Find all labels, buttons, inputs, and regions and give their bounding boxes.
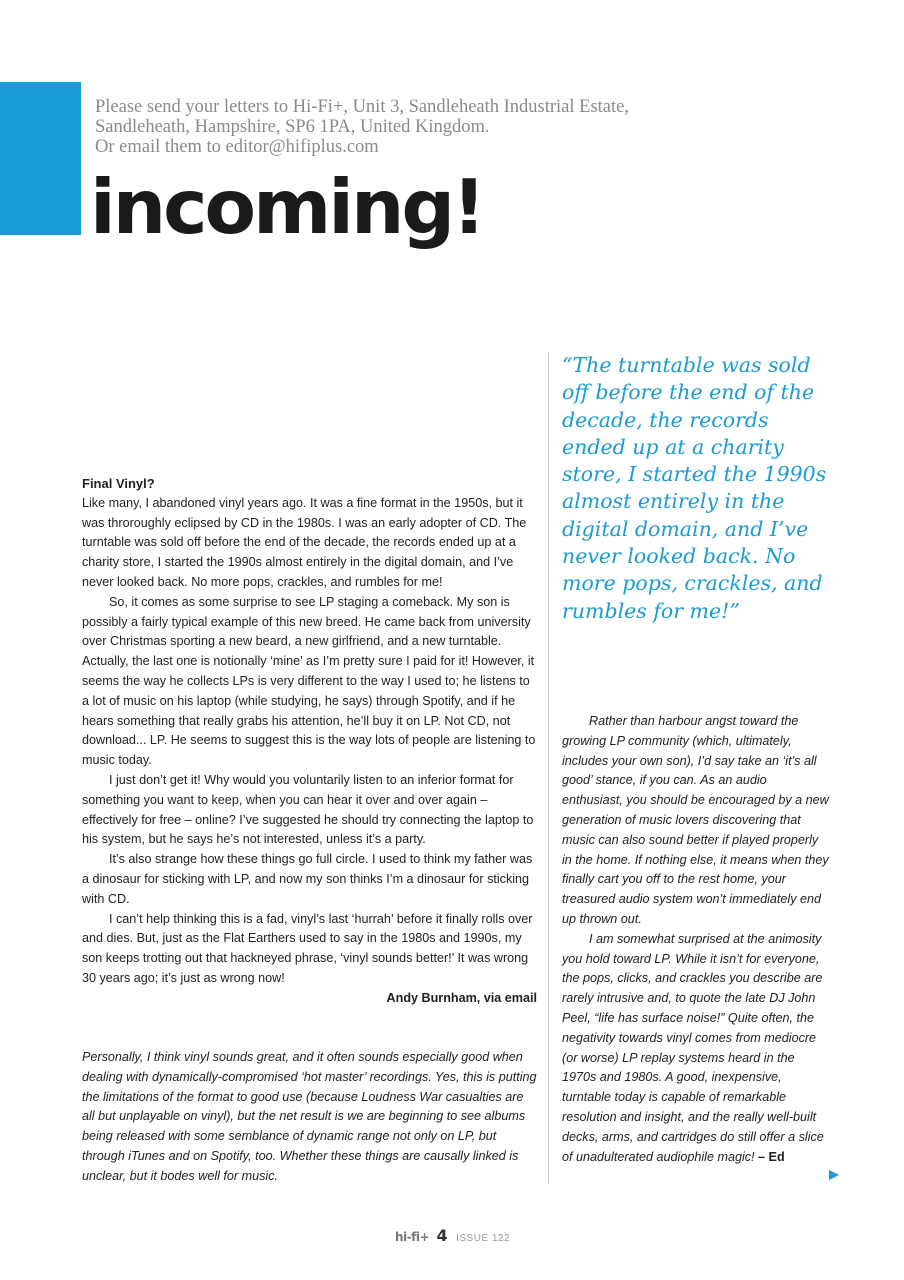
letter-signature: Andy Burnham, via email	[386, 990, 537, 1005]
letter-body	[82, 474, 537, 1009]
issue-label: ISSUE 122	[456, 1233, 511, 1244]
letter-paragraph: It’s also strange how these things go full circle. I used to think my father was a dinosaur for sticking with LP, and now my son thinks I’m a dinosaur for sticking with CD.	[82, 852, 533, 906]
letter-heading: Final Vinyl?	[82, 476, 155, 491]
letter-paragraph: So, it comes as some surprise to see LP staging a comeback. My son is possibly a fairly typical example of this new breed. He came back from university over Christmas sporting a new beard, a new girlfriend, and a new turntable. Actually, the last one is notionally ‘mine’ as I’m pretty sure I paid for it! However, it seems the way he collects LPs is very different to the way I used to; he listens to a lot of music on his laptop (while studying, he says) through Spotify, and if he hears something that really grabs his attention, he’ll buy it on LP. Not CD, not download... LP. He seems to suggest this is the way lots of people are listening to music today.	[82, 594, 536, 768]
continue-arrow-icon	[829, 1170, 839, 1180]
editor-reply-continued	[562, 712, 830, 1167]
letter-paragraph: I just don’t get it! Why would you voluntarily listen to an inferior format for something you want to keep, when you can hear it over and over again – effectively for free – online? I’ve suggested he should try connecting the laptop to his system, but he says he’s not interested, unless it’s a party.	[82, 772, 534, 847]
page-title: incoming!	[90, 163, 484, 251]
address-line: Please send your letters to Hi-Fi+, Unit 3, Sandleheath Industrial Estate,	[95, 97, 629, 117]
editor-signoff: – Ed	[758, 1149, 785, 1164]
address-line: Sandleheath, Hampshire, SP6 1PA, United Kingdom.	[95, 117, 490, 137]
column-divider	[548, 352, 549, 1184]
letters-address	[95, 97, 855, 157]
page-number: 4	[436, 1226, 448, 1245]
letter-paragraph: I can’t help thinking this is a fad, vinyl’s last ‘hurrah’ before it finally rolls over and dies. But, just as the Flat Earthers used to say in the 1980s and 1990s, my son keeps trotting out that hackneyed phrase, ‘vinyl sounds better!’ It was wrong 30 years ago; it’s just as wrong now!	[82, 911, 533, 985]
letter-paragraph: Like many, I abandoned vinyl years ago. It was a fine format in the 1950s, but it was throroughly eclipsed by CD in the 1980s. I was an early adopter of CD. The turntable was sold off before the end of the decade, the records ended up at a charity store, I started the 1990s almost entirely in the digital domain, and I’ve never looked back. No more pops, crackles, and rumbles for me!	[82, 495, 527, 589]
address-line: Or email them to editor@hifiplus.com	[95, 137, 379, 157]
page-footer	[395, 1226, 510, 1246]
editor-reply-intro	[82, 1048, 537, 1187]
reply-paragraph-text: I am somewhat surprised at the animosity you hold toward LP. While it isn’t for everyone, the pops, clicks, and crackles you describe are rarely intrusive and, to quote the late DJ John Peel, “life has surface noise!” Quite often, the negativity towards vinyl comes from mediocre (or worse) LP replay systems heard in the 1970s and 1980s. A good, inexpensive, turntable today is capable of remarkable resolution and insight, and the really well-built decks, arms, and cartridges do still offer a slice of unadulterated audiophile magic!	[562, 931, 824, 1164]
accent-bar	[0, 82, 81, 235]
reply-paragraph	[562, 930, 830, 1168]
magazine-logo: hi-fi+	[395, 1230, 430, 1244]
reply-paragraph: Rather than harbour angst toward the growing LP community (which, ultimately, includes your own son), I’d say take an ‘it’s all good’ stance, if you can. As an audio enthusiast, you should be encouraged by a new generation of music lovers discovering that music can also sound better if played properly in the home. If nothing else, it means when they finally cart you off to the rest home, your treasured audio system won’t immediately end up thrown out.	[562, 714, 829, 926]
reply-paragraph: Personally, I think vinyl sounds great, and it often sounds especially good when dealing with dynamically-compromised ‘hot master’ recordings. Yes, this is putting the limitations of the format to good use (because Loudness War casualties are all but unplayable on vinyl), but the net result is we are beginning to see albums being released with some semblance of dynamic range not only on LP, but through iTunes and on Spotify, too. Whether these things are causally linked is unclear, but it bodes well for music.	[82, 1050, 537, 1183]
pull-quote: “The turntable was sold off before the end of the decade, the records ended up at a charity store, I started the 1990s almost entirely in the digital domain, and I’ve never looked back. No more pops, crackles, and rumbles for me!”	[562, 353, 827, 623]
